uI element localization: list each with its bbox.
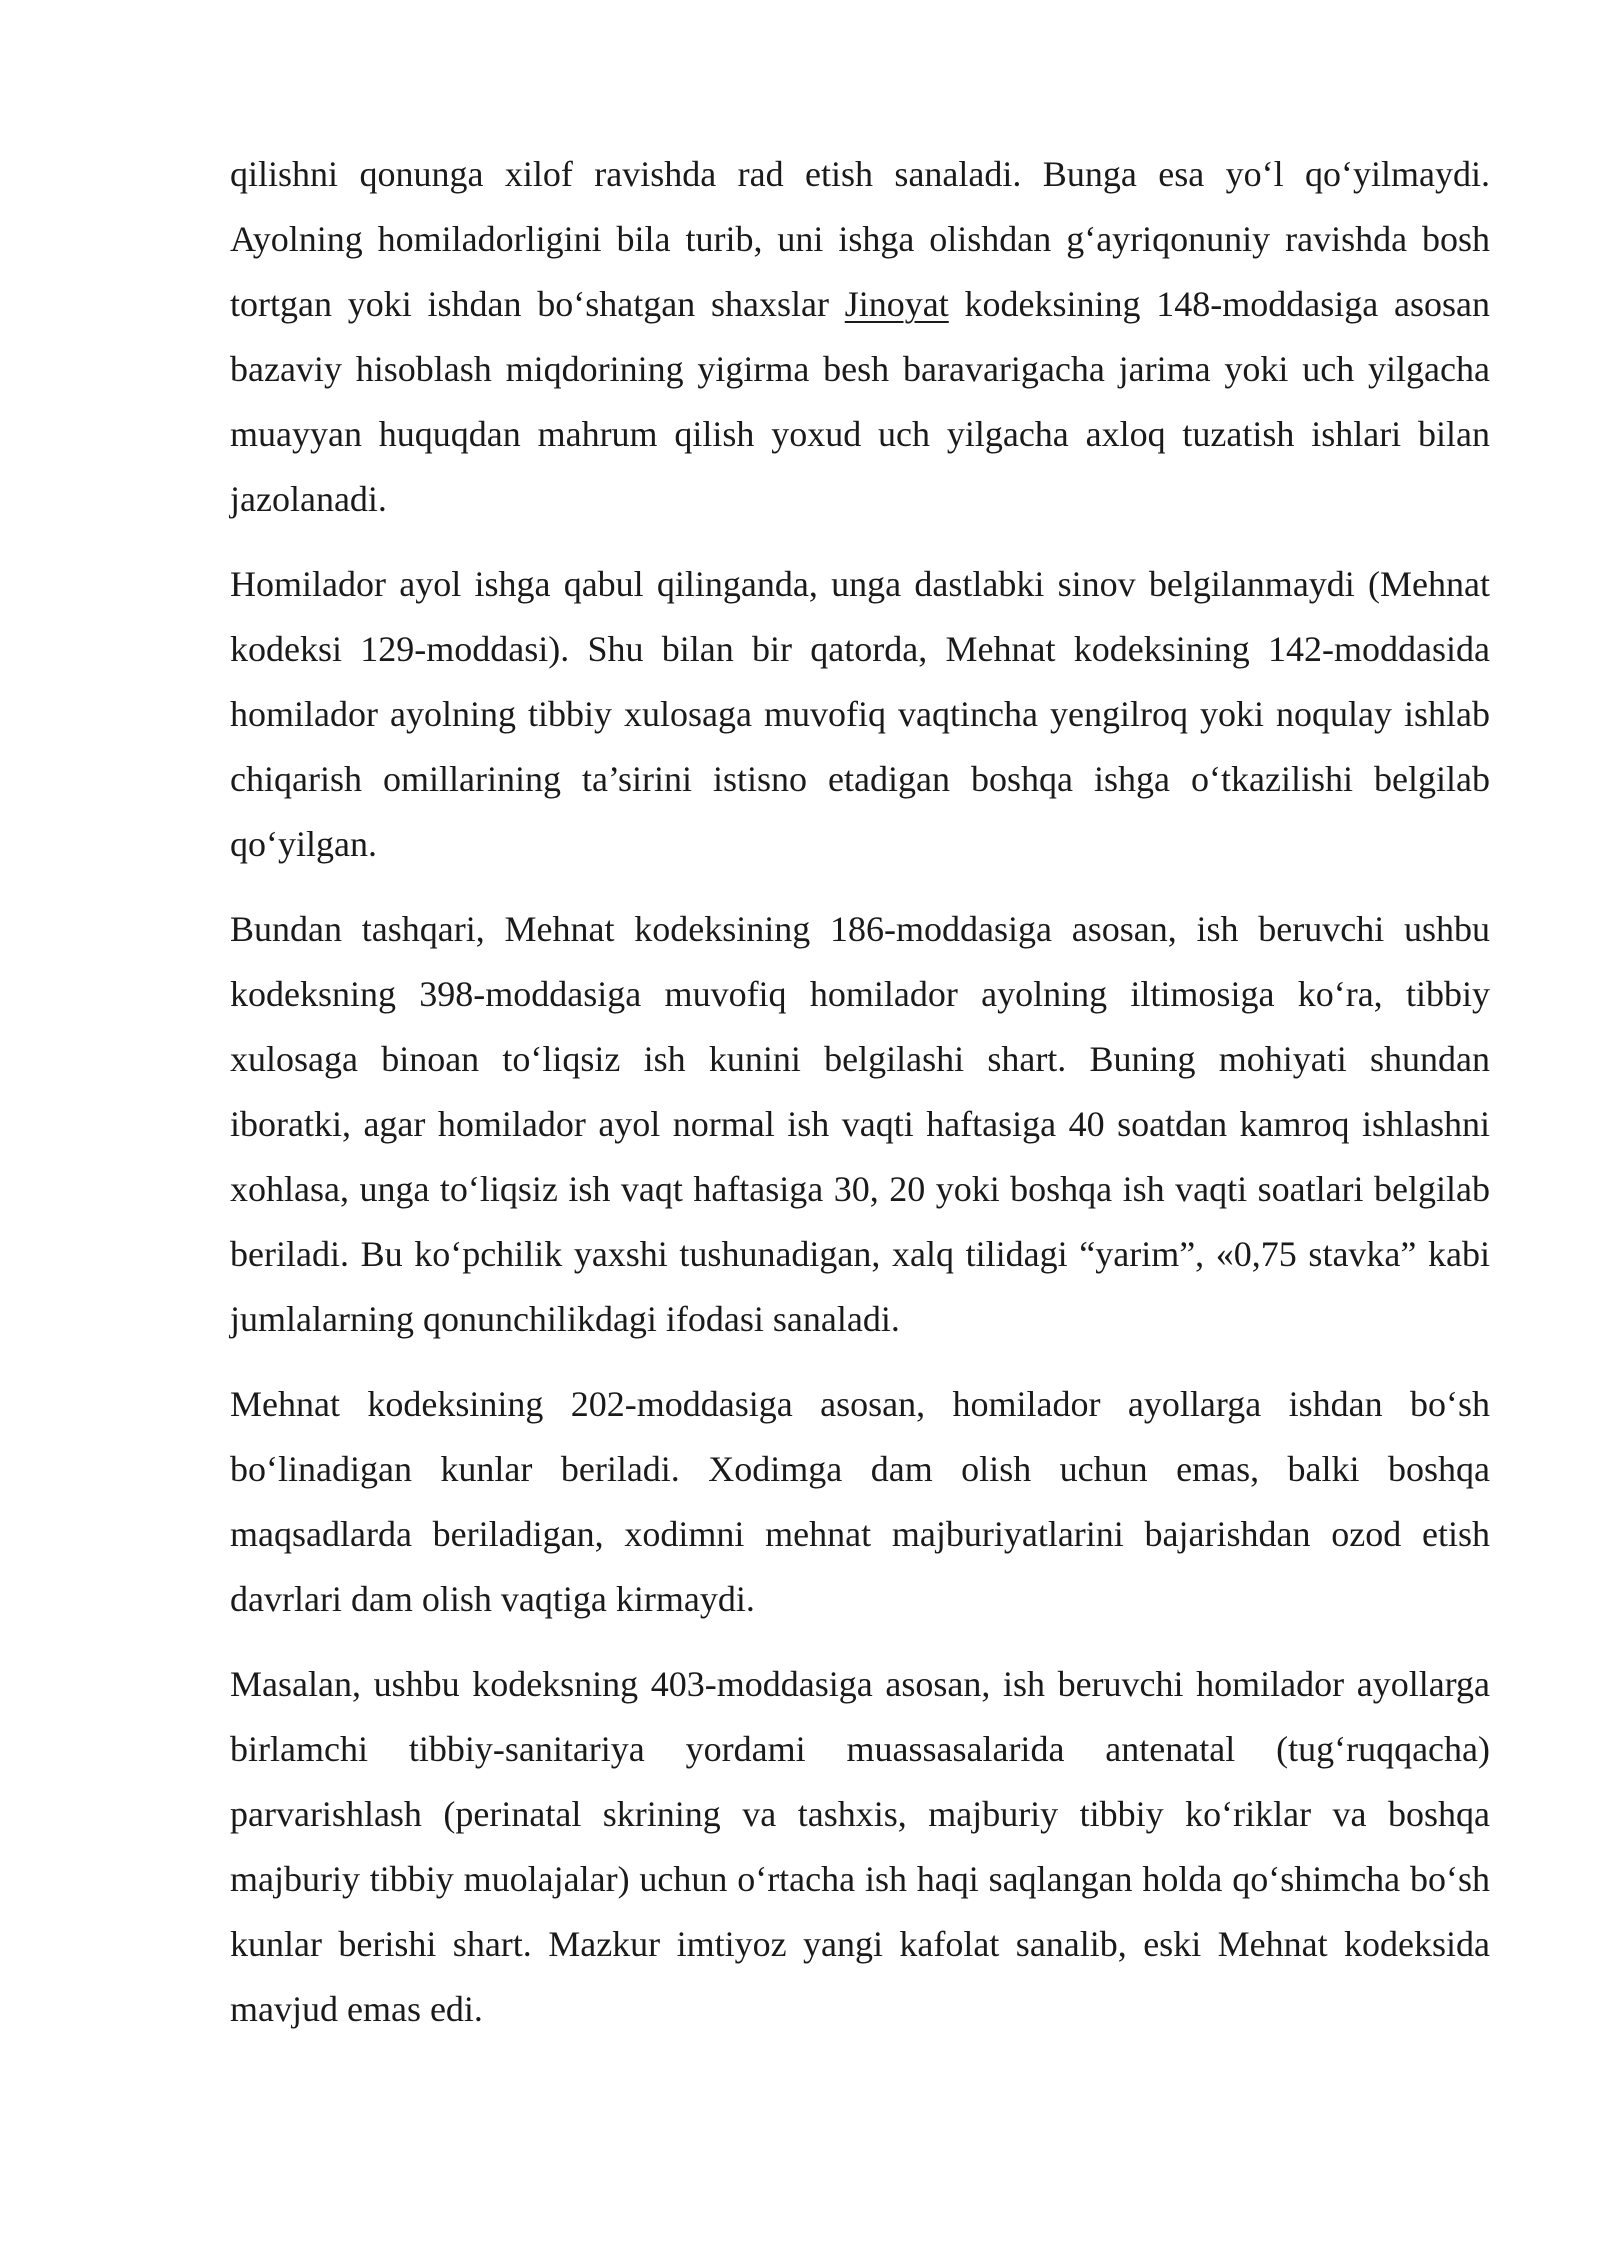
paragraph-3: Bundan tashqari, Mehnat kodeksining 186-moddasiga asosan, ish beruvchi ushbu kodeksning 398-moddasiga muvofiq homilador ayolning iltimosiga ko‘ra, tibbiy xulosaga binoan to‘liqsiz ish kunini belgilashi shart. Buning mohiyati shundan iboratki, agar homilador ayol normal ish vaqti haftasiga 40 soatdan kamroq ishlashni xohlasa, unga to‘liqsiz ish vaqt haftasiga 30, 20 yoki boshqa ish vaqti soatlari belgilab beriladi. Bu ko‘pchilik yaxshi tushunadigan, xalq tilidagi “yarim”, «0,75 stavka” kabi jumlalarning qonunchilikdagi ifodasi sanaladi.	[230, 909, 1490, 1339]
jinoyat-link[interactable]: Jinoyat	[844, 284, 949, 324]
paragraph-5: Masalan, ushbu kodeksning 403-moddasiga asosan, ish beruvchi homilador ayollarga birlamchi tibbiy-sanitariya yordami muassasalarida antenatal (tug‘ruqqacha) parvarishlash (perinatal skrining va tashxis, majburiy tibbiy ko‘riklar va boshqa majburiy tibbiy muolajalar) uchun o‘rtacha ish haqi saqlangan holda qo‘shimcha bo‘sh kunlar berishi shart. Mazkur imtiyoz yangi kafolat sanalib, eski Mehnat kodeksida mavjud emas edi.	[230, 1664, 1490, 2029]
paragraph-2: Homilador ayol ishga qabul qilinganda, unga dastlabki sinov belgilanmaydi (Mehnat kodeksi 129-moddasi). Shu bilan bir qatorda, Mehnat kodeksining 142-moddasida homilador ayolning tibbiy xulosaga muvofiq vaqtincha yengilroq yoki noqulay ishlab chiqarish omillarining ta’sirini istisno etadigan boshqa ishga o‘tkazilishi belgilab qo‘yilgan.	[230, 564, 1490, 864]
paragraph-1	[230, 142, 1490, 532]
document-body	[230, 142, 1490, 2062]
paragraph-4: Mehnat kodeksining 202-moddasiga asosan, homilador ayollarga ishdan bo‘sh bo‘linadigan kunlar beriladi. Xodimga dam olish uchun emas, balki boshqa maqsadlarda beriladigan, xodimni mehnat majburiyatlarini bajarishdan ozod etish davrlari dam olish vaqtiga kirmaydi.	[230, 1384, 1490, 1619]
paragraph-1-text-start: qilishni qonunga xilof ravishda rad etish sanaladi. Bunga esa yo‘l qo‘yilmaydi. Ayolning homiladorligini bila turib, uni ishga olishdan g‘ayriqonuniy ravishda bosh tortgan yoki ishdan bo‘shatgan shaxslar	[230, 154, 1490, 324]
paragraph-1-text-end: kodeksining 148-moddasiga asosan bazaviy hisoblash miqdorining yigirma besh baravarigacha jarima yoki uch yilgacha muayyan huquqdan mahrum qilish yoxud uch yilgacha axloq tuzatish ishlari bilan jazolanadi.	[230, 284, 1490, 519]
